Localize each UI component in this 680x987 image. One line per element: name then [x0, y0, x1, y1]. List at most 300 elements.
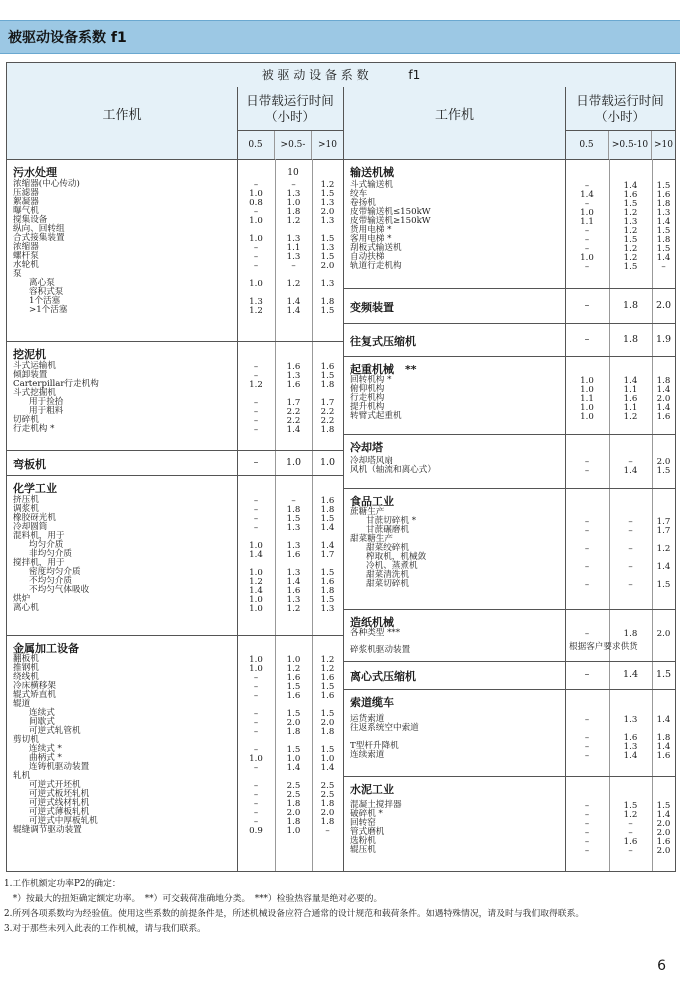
item-name: 行走机构: [350, 393, 385, 403]
factor-value: 2.0: [656, 457, 671, 467]
factor-value: –: [584, 466, 590, 476]
factor-value: –: [253, 456, 259, 468]
factor-value: –: [628, 544, 633, 554]
factor-value: –: [628, 517, 633, 527]
factor-value: 1.1: [580, 394, 594, 404]
item-name: 货用电梯 *: [350, 225, 392, 235]
factor-value: 1.2: [623, 412, 638, 422]
factor-value: 1.4: [656, 810, 671, 820]
factor-value: 1.7: [656, 517, 671, 527]
factor-value: –: [584, 544, 590, 554]
factor-value: –: [253, 763, 259, 773]
factor-value: –: [253, 799, 259, 809]
factor-value: 1.2: [623, 253, 638, 263]
header-time-line1: 日带载运行时间: [576, 93, 664, 108]
factor-value: 1.8: [286, 799, 301, 809]
factor-value: 1.3: [286, 252, 301, 262]
factor-value: 1.6: [286, 673, 301, 683]
factor-value: 1.6: [320, 496, 335, 506]
header-machine: 工作机: [344, 87, 566, 159]
header-time-line1: 日带载运行时间: [246, 93, 334, 108]
footnote: 2.所列各项系数均为经验值。使用这些系数的前提条件是，所述机械设备应符合通常的设计规范和载荷条件。如遇特殊情况，请及时与我们取得联系。: [4, 909, 585, 919]
factor-value: 1.3: [320, 279, 335, 289]
factor-value: –: [253, 398, 259, 408]
factor-value: 1.2: [623, 208, 638, 218]
factor-value: –: [253, 718, 259, 728]
item-name: >1个活塞: [29, 305, 68, 315]
item-name: 剪切机: [13, 735, 39, 745]
footnote: 1.工作机额定功率P2的确定：: [4, 879, 121, 889]
coefficient-table: [6, 62, 676, 872]
page-number: 6: [657, 958, 666, 974]
item-name: 密度均匀介质: [29, 567, 81, 577]
header-col-1: >0.5-10: [609, 131, 652, 159]
factor-value: 1.6: [320, 577, 335, 587]
factor-value: 1.8: [320, 799, 335, 809]
factor-value: 1.6: [623, 394, 638, 404]
factor-value: 1.0: [249, 754, 263, 764]
factor-value: 1.8: [320, 727, 335, 737]
factor-value: 1.6: [320, 673, 335, 683]
factor-value: –: [584, 526, 590, 536]
factor-value: 1.3: [320, 243, 335, 253]
section-title: 挖泥机: [13, 348, 46, 361]
item-name: 斗式运输机: [13, 361, 56, 371]
factor-value: 1.0: [249, 604, 263, 614]
factor-value: 1.4: [622, 669, 639, 680]
factor-value: 2.0: [656, 828, 671, 838]
factor-value: –: [584, 733, 590, 743]
section-title: 索道缆车: [350, 696, 394, 709]
factor-value: 1.2: [286, 664, 301, 674]
factor-value: 1.4: [286, 297, 301, 307]
factor-value: 1.5: [320, 709, 335, 719]
section-title: 变频装置: [350, 300, 394, 314]
factor-value: 1.4: [286, 425, 301, 435]
factor-value: –: [584, 262, 590, 272]
table-title: [7, 63, 675, 88]
item-name: 榨取机，机械敛: [366, 552, 427, 562]
factor-value: 1.0: [285, 456, 302, 468]
factor-value: –: [253, 425, 259, 435]
section-title: 水泥工业: [350, 783, 394, 796]
section-banner: [0, 20, 680, 54]
section-title: 化学工业: [13, 482, 57, 495]
factor-value: 1.7: [286, 398, 301, 408]
item-name: 间歇式: [29, 717, 55, 727]
factor-value: 2.0: [656, 819, 671, 829]
factor-value: –: [584, 235, 590, 245]
factor-value: 1.0: [286, 826, 301, 836]
section-title: 冷却塔: [350, 441, 383, 454]
factor-value: 1.0: [249, 216, 263, 226]
factor-value: 1.4: [656, 562, 671, 572]
factor-value: 1.3: [623, 217, 638, 227]
factor-value: 1.5: [623, 235, 638, 245]
factor-value: 1.5: [320, 682, 335, 692]
factor-value: 1.3: [286, 371, 301, 381]
item-name: 甘蔗碾磨机: [366, 525, 409, 535]
factor-value: 2.0: [320, 207, 335, 217]
factor-value: 1.0: [249, 541, 263, 551]
item-name: 回转机构 *: [350, 375, 392, 385]
factor-value: 1.8: [320, 586, 335, 596]
item-name: 刮板式输送机: [350, 243, 402, 253]
factor-value: –: [628, 828, 633, 838]
factor-value: 1.0: [320, 754, 335, 764]
factor-value: 1.6: [623, 733, 638, 743]
factor-value: 1.0: [580, 253, 594, 263]
factor-value: 1.5: [320, 234, 335, 244]
factor-value: 1.2: [249, 306, 263, 316]
item-name: Carterpillar行走机构: [13, 379, 99, 389]
factor-value: 1.4: [320, 523, 335, 533]
factor-value: 1.6: [286, 586, 301, 596]
item-name: 搅集设备: [13, 215, 48, 225]
factor-value: 1.3: [320, 198, 335, 208]
factor-value: 1.4: [656, 253, 671, 263]
factor-value: 1.1: [623, 385, 638, 395]
item-name: 辊道: [13, 699, 31, 709]
factor-value: 2.0: [656, 846, 671, 856]
factor-value: 1.5: [320, 745, 335, 755]
factor-value: 0.8: [249, 198, 263, 208]
factor-value: 1.8: [320, 505, 335, 515]
item-name: 客用电梯 *: [350, 234, 392, 244]
item-name: 可逆式板坯轧机: [29, 789, 90, 799]
factor-value: 0.9: [249, 826, 263, 836]
factor-value: 1.6: [286, 380, 301, 390]
factor-value: –: [628, 457, 633, 467]
factor-value: –: [253, 790, 259, 800]
factor-value: 2.5: [320, 781, 335, 791]
factor-value: 1.4: [623, 466, 638, 476]
item-name: 离心机: [13, 603, 39, 613]
factor-value: 2.0: [656, 629, 671, 639]
factor-value: 1.8: [286, 817, 301, 827]
factor-value: 1.0: [580, 403, 594, 413]
item-name: 絮凝器: [13, 197, 39, 207]
factor-value: 1.9: [655, 333, 672, 345]
section-right-1: [344, 288, 675, 324]
header-operating-time: [237, 87, 343, 131]
factor-value: 1.8: [320, 425, 335, 435]
table-header: [344, 87, 675, 160]
factor-value: 1.3: [656, 208, 671, 218]
item-name: 1个活塞: [29, 296, 61, 306]
item-name: 甜菜绞碎机: [366, 543, 409, 553]
item-name: 轨道行走机构: [350, 261, 402, 271]
factor-value: 1.4: [656, 217, 671, 227]
item-name: 甘蔗切碎机 *: [366, 516, 416, 526]
section-right-8: [344, 689, 675, 777]
factor-value: –: [584, 828, 590, 838]
factor-value: 1.3: [286, 523, 301, 533]
item-name: 风机（轴流和离心式）: [350, 465, 436, 475]
item-name: 碎浆机驱动装置: [350, 645, 411, 655]
item-name: 螺杆泵: [13, 251, 39, 261]
factor-value: 1.4: [623, 751, 638, 761]
table-title-text: 被 驱 动 设 备 系 数: [261, 68, 369, 82]
factor-value: 1.5: [286, 514, 301, 524]
item-name: 冷却圆筒: [13, 522, 48, 532]
factor-value: 2.0: [286, 718, 301, 728]
factor-value: 1.5: [656, 801, 671, 811]
factor-value: 2.5: [320, 790, 335, 800]
factor-value: 1.5: [656, 226, 671, 236]
factor-value: 1.6: [286, 691, 301, 701]
factor-value: 1.4: [623, 181, 638, 191]
section-left-1: [7, 341, 343, 451]
factor-value: 1.5: [320, 252, 335, 262]
factor-value: 2.0: [286, 808, 301, 818]
factor-value: 1.8: [320, 297, 335, 307]
factor-value: 1.8: [656, 733, 671, 743]
item-name: 浓缩器: [13, 242, 39, 252]
factor-value: 1.5: [656, 181, 671, 191]
factor-value: 1.4: [320, 541, 335, 551]
factor-value: –: [253, 514, 259, 524]
header-col-2: >10: [654, 140, 673, 150]
item-name: 可逆式开坯机: [29, 780, 81, 790]
item-name: 泵: [13, 269, 22, 279]
factor-value: –: [628, 580, 633, 590]
header-time-line2: （小时）: [264, 109, 315, 124]
factor-value: 1.5: [320, 568, 335, 578]
factor-value: 1.8: [622, 299, 639, 311]
item-name: 管式磨机: [350, 827, 385, 837]
item-name: 行走机构 *: [13, 424, 55, 434]
factor-value: –: [584, 562, 590, 572]
header-operating-time: [565, 87, 675, 131]
left-half: [7, 87, 344, 871]
factor-value: 1.4: [320, 763, 335, 773]
factor-value: 1.5: [655, 669, 672, 680]
factor-value: 1.6: [656, 190, 671, 200]
factor-value: 1.0: [249, 664, 263, 674]
factor-value: 1.6: [623, 837, 638, 847]
item-name: 不均匀介质: [29, 576, 72, 586]
item-name: 绞车: [350, 189, 368, 199]
factor-value: –: [628, 526, 633, 536]
factor-value: –: [584, 629, 590, 639]
factor-value: –: [253, 682, 259, 692]
item-name: 辊缝调节驱动装置: [13, 825, 82, 835]
factor-value: 1.8: [623, 629, 638, 639]
factor-value: –: [253, 243, 259, 253]
factor-value: 1.1: [623, 403, 638, 413]
factor-value: 1.3: [286, 541, 301, 551]
section-left-4: [7, 635, 343, 871]
factor-value: 1.0: [286, 655, 301, 665]
factor-value: 2.0: [320, 718, 335, 728]
item-name: 倾卸装置: [13, 370, 48, 380]
factor-value: –: [253, 523, 259, 533]
factor-value: 1.4: [249, 586, 263, 596]
factor-value: 1.5: [286, 709, 301, 719]
factor-value: 1.8: [622, 333, 639, 345]
factor-value: –: [628, 846, 633, 856]
factor-value: 1.2: [286, 279, 301, 289]
factor-value: 1.6: [286, 362, 301, 372]
factor-value: –: [253, 496, 259, 506]
table-title-f1: f1: [408, 68, 421, 82]
factor-value: 1.1: [286, 243, 301, 253]
item-name: 甜菜切碎机: [366, 579, 409, 589]
section-title: 离心式压缩机: [350, 670, 416, 683]
factor-value: 1.2: [656, 544, 671, 554]
factor-value: 1.3: [320, 216, 335, 226]
factor-value: –: [584, 580, 590, 590]
item-name: 浓缩器(中心传动): [13, 179, 80, 189]
factor-value: –: [584, 226, 590, 236]
factor-value: 1.5: [656, 580, 671, 590]
factor-value: 1.4: [286, 577, 301, 587]
factor-value: 1.6: [320, 691, 335, 701]
factor-value: 1.4: [656, 742, 671, 752]
factor-value: 1.5: [623, 262, 638, 272]
item-name: 破碎机 *: [350, 809, 383, 819]
item-name: 均匀介质: [29, 540, 64, 550]
item-name: 冷却塔风扇: [350, 456, 393, 466]
factor-value: 2.0: [656, 394, 671, 404]
factor-value: 1.7: [656, 526, 671, 536]
item-name: 连铸机驱动装置: [29, 762, 90, 772]
factor-value: 1.5: [320, 595, 335, 605]
section-title: 食品工业: [350, 495, 394, 508]
factor-value: 1.6: [320, 362, 335, 372]
item-name: 皮带输送机≥150kW: [350, 216, 431, 226]
factor-value: 1.0: [580, 385, 594, 395]
item-name: 斗式输送机: [350, 180, 393, 190]
item-name: 合式接集装置: [13, 233, 65, 243]
factor-value: 1.2: [286, 604, 301, 614]
item-name: 辊压机: [350, 845, 376, 855]
item-name: 调浆机: [13, 504, 39, 514]
factor-value: 1.2: [320, 180, 335, 190]
factor-value: –: [584, 457, 590, 467]
item-name: 压滤器: [13, 188, 39, 198]
factor-value: 1.4: [249, 550, 263, 560]
factor-value: –: [253, 709, 259, 719]
item-name: 卷扬机: [350, 198, 376, 208]
factor-value: 2.5: [286, 790, 301, 800]
item-name: 连续式: [29, 708, 55, 718]
item-name: 曝气机: [13, 206, 39, 216]
item-name: 挤压机: [13, 495, 39, 505]
item-name: 橡胶砑光机: [13, 513, 56, 523]
factor-value: –: [584, 333, 590, 345]
header-col-0: 0.5: [565, 131, 609, 159]
section-title: 输送机械: [350, 166, 394, 179]
factor-value: –: [253, 261, 259, 271]
factor-value: –: [584, 810, 590, 820]
item-name: T型杆升降机: [350, 741, 399, 751]
factor-value: 1.6: [286, 550, 301, 560]
factor-value: 1.5: [320, 189, 335, 199]
factor-value: 1.3: [286, 595, 301, 605]
factor-value: –: [584, 837, 590, 847]
item-name: 可逆式线材轧机: [29, 798, 90, 808]
factor-value: 1.8: [286, 207, 301, 217]
factor-value: –: [253, 691, 259, 701]
section-right-6: [344, 609, 675, 662]
item-name: 自动扶梯: [350, 252, 385, 262]
item-name: 不均匀气体吸收: [29, 585, 90, 595]
section-title: 造纸机械: [350, 616, 394, 629]
factor-value: 1.8: [286, 727, 301, 737]
factor-value: –: [253, 252, 259, 262]
factor-value: 1.6: [656, 837, 671, 847]
factor-value: 1.0: [580, 412, 594, 422]
footnote: 3.对于那些未列入此表的工作机械，请与我们联系。: [4, 924, 206, 934]
factor-value: –: [584, 846, 590, 856]
header-time-line2: （小时）: [594, 109, 645, 124]
factor-value: 1.5: [286, 745, 301, 755]
factor-value: –: [584, 751, 590, 761]
factor-value: 1.4: [580, 190, 594, 200]
item-name: 冷机、蒸煮机: [366, 561, 418, 571]
factor-value: –: [253, 207, 259, 217]
factor-value: –: [584, 715, 590, 725]
factor-value: 1.0: [249, 234, 263, 244]
item-name: 离心泵: [29, 278, 55, 288]
item-name: 用于粗料: [29, 406, 64, 416]
factor-value: 1.0: [580, 376, 594, 386]
factor-value: –: [253, 673, 259, 683]
factor-value: 2.2: [320, 407, 335, 417]
banner-title: 被驱动设备系数 f1: [8, 30, 127, 46]
factor-value: 1.5: [320, 514, 335, 524]
factor-value: 1.8: [656, 235, 671, 245]
factor-value: –: [584, 299, 590, 311]
factor-value: –: [253, 371, 259, 381]
footnote: *）按最大的扭矩确定额定功率。 **）可交载荷准确地分类。 ***）检验热容量是绝对必要的。: [4, 894, 383, 904]
factor-value: 1.5: [320, 306, 335, 316]
factor-value: –: [253, 781, 259, 791]
factor-value: –: [253, 817, 259, 827]
item-name: 冷床横移架: [13, 681, 56, 691]
factor-value: 1.8: [286, 505, 301, 515]
factor-value: 2.0: [655, 299, 672, 311]
section-right-2: [344, 323, 675, 357]
item-name: 轧机: [13, 771, 31, 781]
factor-value: 1.5: [656, 466, 671, 476]
item-name: 绕线机: [13, 672, 39, 682]
factor-value: 1.4: [286, 306, 301, 316]
factor-value: –: [584, 801, 590, 811]
item-name: 可逆式薄板轧机: [29, 807, 90, 817]
section-right-0: [344, 159, 675, 289]
item-name: 混料机，用于: [13, 531, 65, 541]
factor-value: –: [584, 669, 590, 680]
factor-value: 1.7: [320, 550, 335, 560]
factor-value: 1.0: [286, 754, 301, 764]
factor-value: 1.5: [623, 801, 638, 811]
item-name: 回转窑: [350, 818, 376, 828]
factor-value: –: [253, 362, 259, 372]
factor-value: 1.6: [656, 751, 671, 761]
item-name: 选粉机: [350, 836, 376, 846]
factor-value: –: [584, 819, 590, 829]
factor-value: –: [253, 505, 259, 515]
section-left-3: [7, 475, 343, 636]
factor-value: 1.0: [249, 655, 263, 665]
item-name: 连续索道: [350, 750, 385, 760]
factor-value: 1.1: [580, 217, 594, 227]
factor-value: 1.5: [656, 244, 671, 254]
item-name: 斗式挖掘机: [13, 388, 56, 398]
